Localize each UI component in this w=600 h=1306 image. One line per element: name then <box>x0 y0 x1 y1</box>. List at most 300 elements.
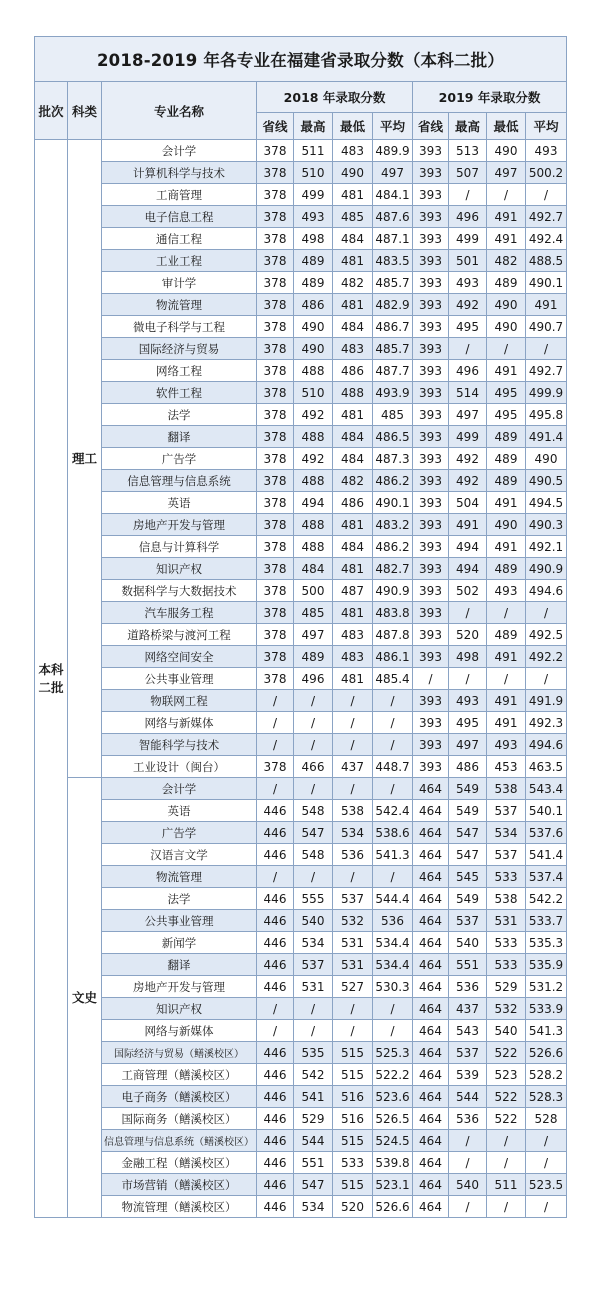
score-cell: 494.6 <box>526 580 567 602</box>
score-cell: 513 <box>449 140 487 162</box>
score-cell: 489.9 <box>373 140 413 162</box>
major-name-cell: 道路桥梁与渡河工程 <box>102 624 257 646</box>
score-cell: 485 <box>333 206 373 228</box>
score-cell: 490.9 <box>526 558 567 580</box>
score-cell: / <box>526 1196 567 1218</box>
score-cell: 464 <box>413 1174 449 1196</box>
score-cell: 492 <box>294 448 333 470</box>
table-row <box>35 1064 567 1086</box>
score-cell: 490 <box>487 514 526 536</box>
score-cell: 540 <box>449 1174 487 1196</box>
score-cell: 487.3 <box>373 448 413 470</box>
score-cell: 533 <box>333 1152 373 1174</box>
score-cell: 534 <box>487 822 526 844</box>
score-cell: 378 <box>257 580 294 602</box>
score-cell: 393 <box>413 316 449 338</box>
score-cell: 537 <box>487 800 526 822</box>
score-cell: 490.1 <box>526 272 567 294</box>
score-cell: 523.6 <box>373 1086 413 1108</box>
major-name-cell: 网络与新媒体 <box>102 712 257 734</box>
score-cell: 464 <box>413 1108 449 1130</box>
score-cell: 524.5 <box>373 1130 413 1152</box>
major-name-cell: 工商管理 <box>102 184 257 206</box>
score-cell: 393 <box>413 162 449 184</box>
score-cell: 497 <box>449 404 487 426</box>
score-cell: 497 <box>294 624 333 646</box>
table-row <box>35 712 567 734</box>
major-name-cell: 英语 <box>102 800 257 822</box>
score-cell: / <box>294 778 333 800</box>
score-cell: / <box>487 1130 526 1152</box>
score-cell: 393 <box>413 492 449 514</box>
score-cell: / <box>449 602 487 624</box>
score-cell: 530.3 <box>373 976 413 998</box>
score-cell: 481 <box>333 668 373 690</box>
table-row <box>35 888 567 910</box>
score-cell: 446 <box>257 954 294 976</box>
score-cell: 515 <box>333 1064 373 1086</box>
subheader-2018-province-line: 省线 <box>257 113 294 140</box>
table-row <box>35 602 567 624</box>
score-cell: / <box>294 866 333 888</box>
score-cell: 446 <box>257 800 294 822</box>
score-cell: 547 <box>449 844 487 866</box>
score-cell: 488 <box>294 470 333 492</box>
score-cell: 496 <box>294 668 333 690</box>
score-cell: 499 <box>449 426 487 448</box>
score-cell: 544 <box>449 1086 487 1108</box>
table-row <box>35 932 567 954</box>
major-name-cell: 知识产权 <box>102 998 257 1020</box>
score-cell: / <box>257 690 294 712</box>
score-cell: 531 <box>487 910 526 932</box>
table-row <box>35 206 567 228</box>
major-name-cell: 会计学 <box>102 140 257 162</box>
score-cell: 487.7 <box>373 360 413 382</box>
score-cell: 551 <box>449 954 487 976</box>
score-cell: 378 <box>257 470 294 492</box>
score-cell: 549 <box>449 888 487 910</box>
score-cell: 483.2 <box>373 514 413 536</box>
major-name-cell: 英语 <box>102 492 257 514</box>
score-cell: 520 <box>333 1196 373 1218</box>
score-cell: 484 <box>333 316 373 338</box>
score-cell: / <box>294 734 333 756</box>
score-cell: 523.5 <box>526 1174 567 1196</box>
score-cell: 378 <box>257 492 294 514</box>
major-name-cell: 汉语言文学 <box>102 844 257 866</box>
score-cell: 489 <box>487 448 526 470</box>
score-cell: 464 <box>413 998 449 1020</box>
score-cell: / <box>373 690 413 712</box>
score-cell: / <box>333 690 373 712</box>
score-cell: 489 <box>294 646 333 668</box>
subheader-2019-highest: 最高 <box>449 113 487 140</box>
score-cell: 531 <box>333 954 373 976</box>
score-cell: 540.1 <box>526 800 567 822</box>
score-cell: 482.9 <box>373 294 413 316</box>
score-cell: 547 <box>449 822 487 844</box>
score-cell: 494.5 <box>526 492 567 514</box>
major-name-cell: 金融工程（鳝溪校区） <box>102 1152 257 1174</box>
score-cell: 495 <box>487 404 526 426</box>
score-cell: 544.4 <box>373 888 413 910</box>
major-name-cell: 房地产开发与管理 <box>102 976 257 998</box>
score-cell: / <box>449 184 487 206</box>
table-row <box>35 140 567 162</box>
score-cell: 537 <box>333 888 373 910</box>
score-table <box>34 36 567 1218</box>
score-cell: 483.5 <box>373 250 413 272</box>
score-cell: 446 <box>257 910 294 932</box>
score-cell: 540 <box>487 1020 526 1042</box>
score-cell: 515 <box>333 1130 373 1152</box>
score-cell: 491.9 <box>526 690 567 712</box>
score-cell: / <box>487 602 526 624</box>
table-header <box>35 37 567 140</box>
table-row <box>35 184 567 206</box>
score-cell: 491 <box>487 360 526 382</box>
score-cell: 547 <box>294 1174 333 1196</box>
score-cell: 481 <box>333 294 373 316</box>
score-cell: 493.9 <box>373 382 413 404</box>
score-cell: 533 <box>487 932 526 954</box>
score-cell: 393 <box>413 580 449 602</box>
score-cell: 544 <box>294 1130 333 1152</box>
score-cell: 453 <box>487 756 526 778</box>
category-cell: 文史 <box>68 778 102 1218</box>
score-cell: 491 <box>487 492 526 514</box>
score-cell: 393 <box>413 470 449 492</box>
score-cell: 542.2 <box>526 888 567 910</box>
score-cell: 492.7 <box>526 360 567 382</box>
score-cell: 492.4 <box>526 228 567 250</box>
major-name-cell: 信息与计算科学 <box>102 536 257 558</box>
score-cell: 437 <box>333 756 373 778</box>
score-cell: 485.7 <box>373 338 413 360</box>
score-cell: 481 <box>333 404 373 426</box>
score-cell: 378 <box>257 756 294 778</box>
score-cell: 378 <box>257 250 294 272</box>
score-cell: 393 <box>413 558 449 580</box>
score-cell: 378 <box>257 602 294 624</box>
score-cell: 537 <box>294 954 333 976</box>
major-name-cell: 法学 <box>102 404 257 426</box>
score-cell: / <box>526 184 567 206</box>
score-cell: 536 <box>449 976 487 998</box>
score-cell: 541.4 <box>526 844 567 866</box>
score-cell: / <box>526 602 567 624</box>
score-cell: 492.7 <box>526 206 567 228</box>
score-cell: 463.5 <box>526 756 567 778</box>
score-cell: 533.9 <box>526 998 567 1020</box>
score-cell: 378 <box>257 294 294 316</box>
major-name-cell: 市场营销（鳝溪校区） <box>102 1174 257 1196</box>
major-name-cell: 电子商务（鳝溪校区） <box>102 1086 257 1108</box>
score-cell: 488.5 <box>526 250 567 272</box>
table-row <box>35 624 567 646</box>
score-cell: 501 <box>449 250 487 272</box>
score-cell: 446 <box>257 1108 294 1130</box>
table-row <box>35 800 567 822</box>
score-cell: 393 <box>413 448 449 470</box>
score-cell: / <box>333 734 373 756</box>
score-cell: 464 <box>413 1130 449 1152</box>
score-cell: 484.1 <box>373 184 413 206</box>
score-cell: 498 <box>449 646 487 668</box>
score-cell: 489 <box>294 272 333 294</box>
score-cell: 464 <box>413 1020 449 1042</box>
score-cell: 537 <box>449 1042 487 1064</box>
score-cell: 510 <box>294 162 333 184</box>
score-cell: 490.3 <box>526 514 567 536</box>
score-cell: 492 <box>449 448 487 470</box>
score-cell: 378 <box>257 184 294 206</box>
score-cell: 533 <box>487 866 526 888</box>
major-name-cell: 房地产开发与管理 <box>102 514 257 536</box>
score-cell: 486.2 <box>373 536 413 558</box>
score-cell: / <box>333 712 373 734</box>
score-cell: / <box>373 1020 413 1042</box>
table-row <box>35 1130 567 1152</box>
score-cell: 537.4 <box>526 866 567 888</box>
score-cell: 393 <box>413 338 449 360</box>
table-row <box>35 580 567 602</box>
header-category: 科类 <box>68 82 102 140</box>
score-cell: 446 <box>257 1064 294 1086</box>
score-cell: 446 <box>257 1086 294 1108</box>
table-row <box>35 1042 567 1064</box>
table-row <box>35 844 567 866</box>
score-cell: 495 <box>487 382 526 404</box>
score-cell: 464 <box>413 1086 449 1108</box>
score-cell: 490 <box>294 316 333 338</box>
table-body <box>35 140 567 1218</box>
score-cell: 446 <box>257 1130 294 1152</box>
table-row <box>35 382 567 404</box>
score-cell: 531.2 <box>526 976 567 998</box>
page-title: 2018-2019 年各专业在福建省录取分数（本科二批） <box>35 37 567 82</box>
table-row <box>35 998 567 1020</box>
score-cell: 464 <box>413 800 449 822</box>
score-cell: 393 <box>413 360 449 382</box>
score-cell: / <box>449 338 487 360</box>
score-cell: 535.9 <box>526 954 567 976</box>
table-row <box>35 1196 567 1218</box>
score-cell: 393 <box>413 712 449 734</box>
table-row <box>35 272 567 294</box>
score-cell: 486.2 <box>373 470 413 492</box>
major-name-cell: 工业工程 <box>102 250 257 272</box>
subheader-2019-province-line: 省线 <box>413 113 449 140</box>
score-cell: 393 <box>413 756 449 778</box>
table-row <box>35 536 567 558</box>
score-cell: 541.3 <box>526 1020 567 1042</box>
score-cell: / <box>294 712 333 734</box>
score-cell: 489 <box>487 426 526 448</box>
score-cell: 499 <box>449 228 487 250</box>
score-cell: 537 <box>449 910 487 932</box>
score-cell: / <box>257 1020 294 1042</box>
score-cell: 493 <box>526 140 567 162</box>
score-cell: 538 <box>333 800 373 822</box>
score-cell: 534.4 <box>373 954 413 976</box>
score-cell: 533 <box>487 954 526 976</box>
score-cell: 539.8 <box>373 1152 413 1174</box>
score-cell: 490 <box>487 316 526 338</box>
table-row <box>35 316 567 338</box>
table-row <box>35 1086 567 1108</box>
score-cell: 497 <box>487 162 526 184</box>
score-cell: 534 <box>333 822 373 844</box>
score-cell: 494 <box>449 558 487 580</box>
score-cell: 393 <box>413 624 449 646</box>
score-cell: 511 <box>294 140 333 162</box>
score-cell: 491 <box>487 690 526 712</box>
score-cell: 540 <box>449 932 487 954</box>
score-cell: 493 <box>449 690 487 712</box>
score-cell: 378 <box>257 624 294 646</box>
score-cell: 526.6 <box>526 1042 567 1064</box>
score-cell: 490 <box>294 338 333 360</box>
score-cell: / <box>257 998 294 1020</box>
score-cell: 496 <box>449 206 487 228</box>
score-cell: 547 <box>294 822 333 844</box>
score-cell: 393 <box>413 690 449 712</box>
score-cell: 491 <box>487 536 526 558</box>
score-cell: 534 <box>294 1196 333 1218</box>
score-cell: 482 <box>333 470 373 492</box>
score-cell: / <box>373 712 413 734</box>
score-cell: 487.8 <box>373 624 413 646</box>
major-name-cell: 网络工程 <box>102 360 257 382</box>
major-name-cell: 公共事业管理 <box>102 910 257 932</box>
score-cell: 378 <box>257 558 294 580</box>
score-cell: 492.5 <box>526 624 567 646</box>
score-cell: / <box>487 338 526 360</box>
table-row <box>35 668 567 690</box>
score-cell: 504 <box>449 492 487 514</box>
score-cell: 393 <box>413 734 449 756</box>
score-cell: 523 <box>487 1064 526 1086</box>
major-name-cell: 国际经济与贸易 <box>102 338 257 360</box>
score-cell: 464 <box>413 1064 449 1086</box>
score-cell: 511 <box>487 1174 526 1196</box>
table-row <box>35 1108 567 1130</box>
major-name-cell: 国际商务（鳝溪校区） <box>102 1108 257 1130</box>
score-cell: 483 <box>333 624 373 646</box>
table-row <box>35 1152 567 1174</box>
score-cell: / <box>294 998 333 1020</box>
score-cell: 528 <box>526 1108 567 1130</box>
score-cell: 492.3 <box>526 712 567 734</box>
score-cell: 486 <box>449 756 487 778</box>
score-cell: 490.9 <box>373 580 413 602</box>
score-cell: 493 <box>487 580 526 602</box>
score-cell: 378 <box>257 316 294 338</box>
score-cell: 393 <box>413 536 449 558</box>
score-cell: 491 <box>487 228 526 250</box>
score-cell: 541.3 <box>373 844 413 866</box>
score-cell: 464 <box>413 1152 449 1174</box>
score-cell: 496 <box>449 360 487 382</box>
score-cell: 378 <box>257 646 294 668</box>
table-row <box>35 250 567 272</box>
score-cell: 492.1 <box>526 536 567 558</box>
score-cell: 500 <box>294 580 333 602</box>
score-cell: 393 <box>413 140 449 162</box>
score-cell: / <box>257 866 294 888</box>
table-row <box>35 228 567 250</box>
score-cell: 494 <box>294 492 333 514</box>
score-cell: 393 <box>413 294 449 316</box>
score-cell: 378 <box>257 382 294 404</box>
score-cell: 464 <box>413 888 449 910</box>
score-cell: 486 <box>333 492 373 514</box>
score-cell: / <box>257 734 294 756</box>
major-name-cell: 网络与新媒体 <box>102 1020 257 1042</box>
score-cell: 446 <box>257 1196 294 1218</box>
score-cell: 499 <box>294 184 333 206</box>
table-row <box>35 866 567 888</box>
score-cell: / <box>373 734 413 756</box>
score-cell: 446 <box>257 1042 294 1064</box>
table-row <box>35 470 567 492</box>
score-cell: 464 <box>413 910 449 932</box>
header-year-2018: 2018 年录取分数 <box>257 82 413 113</box>
header-year-2019: 2019 年录取分数 <box>413 82 567 113</box>
major-name-cell: 汽车服务工程 <box>102 602 257 624</box>
score-cell: 464 <box>413 844 449 866</box>
score-cell: 516 <box>333 1086 373 1108</box>
score-cell: 485.7 <box>373 272 413 294</box>
table-row <box>35 778 567 800</box>
score-cell: 492.2 <box>526 646 567 668</box>
score-cell: 393 <box>413 404 449 426</box>
score-cell: 490 <box>526 448 567 470</box>
table-row <box>35 404 567 426</box>
score-cell: 393 <box>413 184 449 206</box>
score-cell: 491.4 <box>526 426 567 448</box>
score-cell: 529 <box>294 1108 333 1130</box>
score-cell: 489 <box>487 470 526 492</box>
score-cell: 490 <box>333 162 373 184</box>
score-cell: 446 <box>257 844 294 866</box>
score-cell: 482 <box>487 250 526 272</box>
table-row <box>35 646 567 668</box>
score-cell: 378 <box>257 536 294 558</box>
score-cell: 482.7 <box>373 558 413 580</box>
score-cell: 548 <box>294 844 333 866</box>
score-cell: 492 <box>449 470 487 492</box>
score-cell: 393 <box>413 382 449 404</box>
score-cell: 532 <box>333 910 373 932</box>
score-cell: 488 <box>294 514 333 536</box>
score-cell: 523.1 <box>373 1174 413 1196</box>
score-cell: 486 <box>333 360 373 382</box>
score-cell: / <box>333 998 373 1020</box>
score-cell: 520 <box>449 624 487 646</box>
score-cell: 549 <box>449 778 487 800</box>
score-cell: 540 <box>294 910 333 932</box>
score-cell: 489 <box>487 272 526 294</box>
score-cell: 446 <box>257 976 294 998</box>
major-name-cell: 工业设计（闽台） <box>102 756 257 778</box>
major-name-cell: 网络空间安全 <box>102 646 257 668</box>
score-cell: 486.1 <box>373 646 413 668</box>
score-cell: 446 <box>257 932 294 954</box>
major-name-cell: 通信工程 <box>102 228 257 250</box>
